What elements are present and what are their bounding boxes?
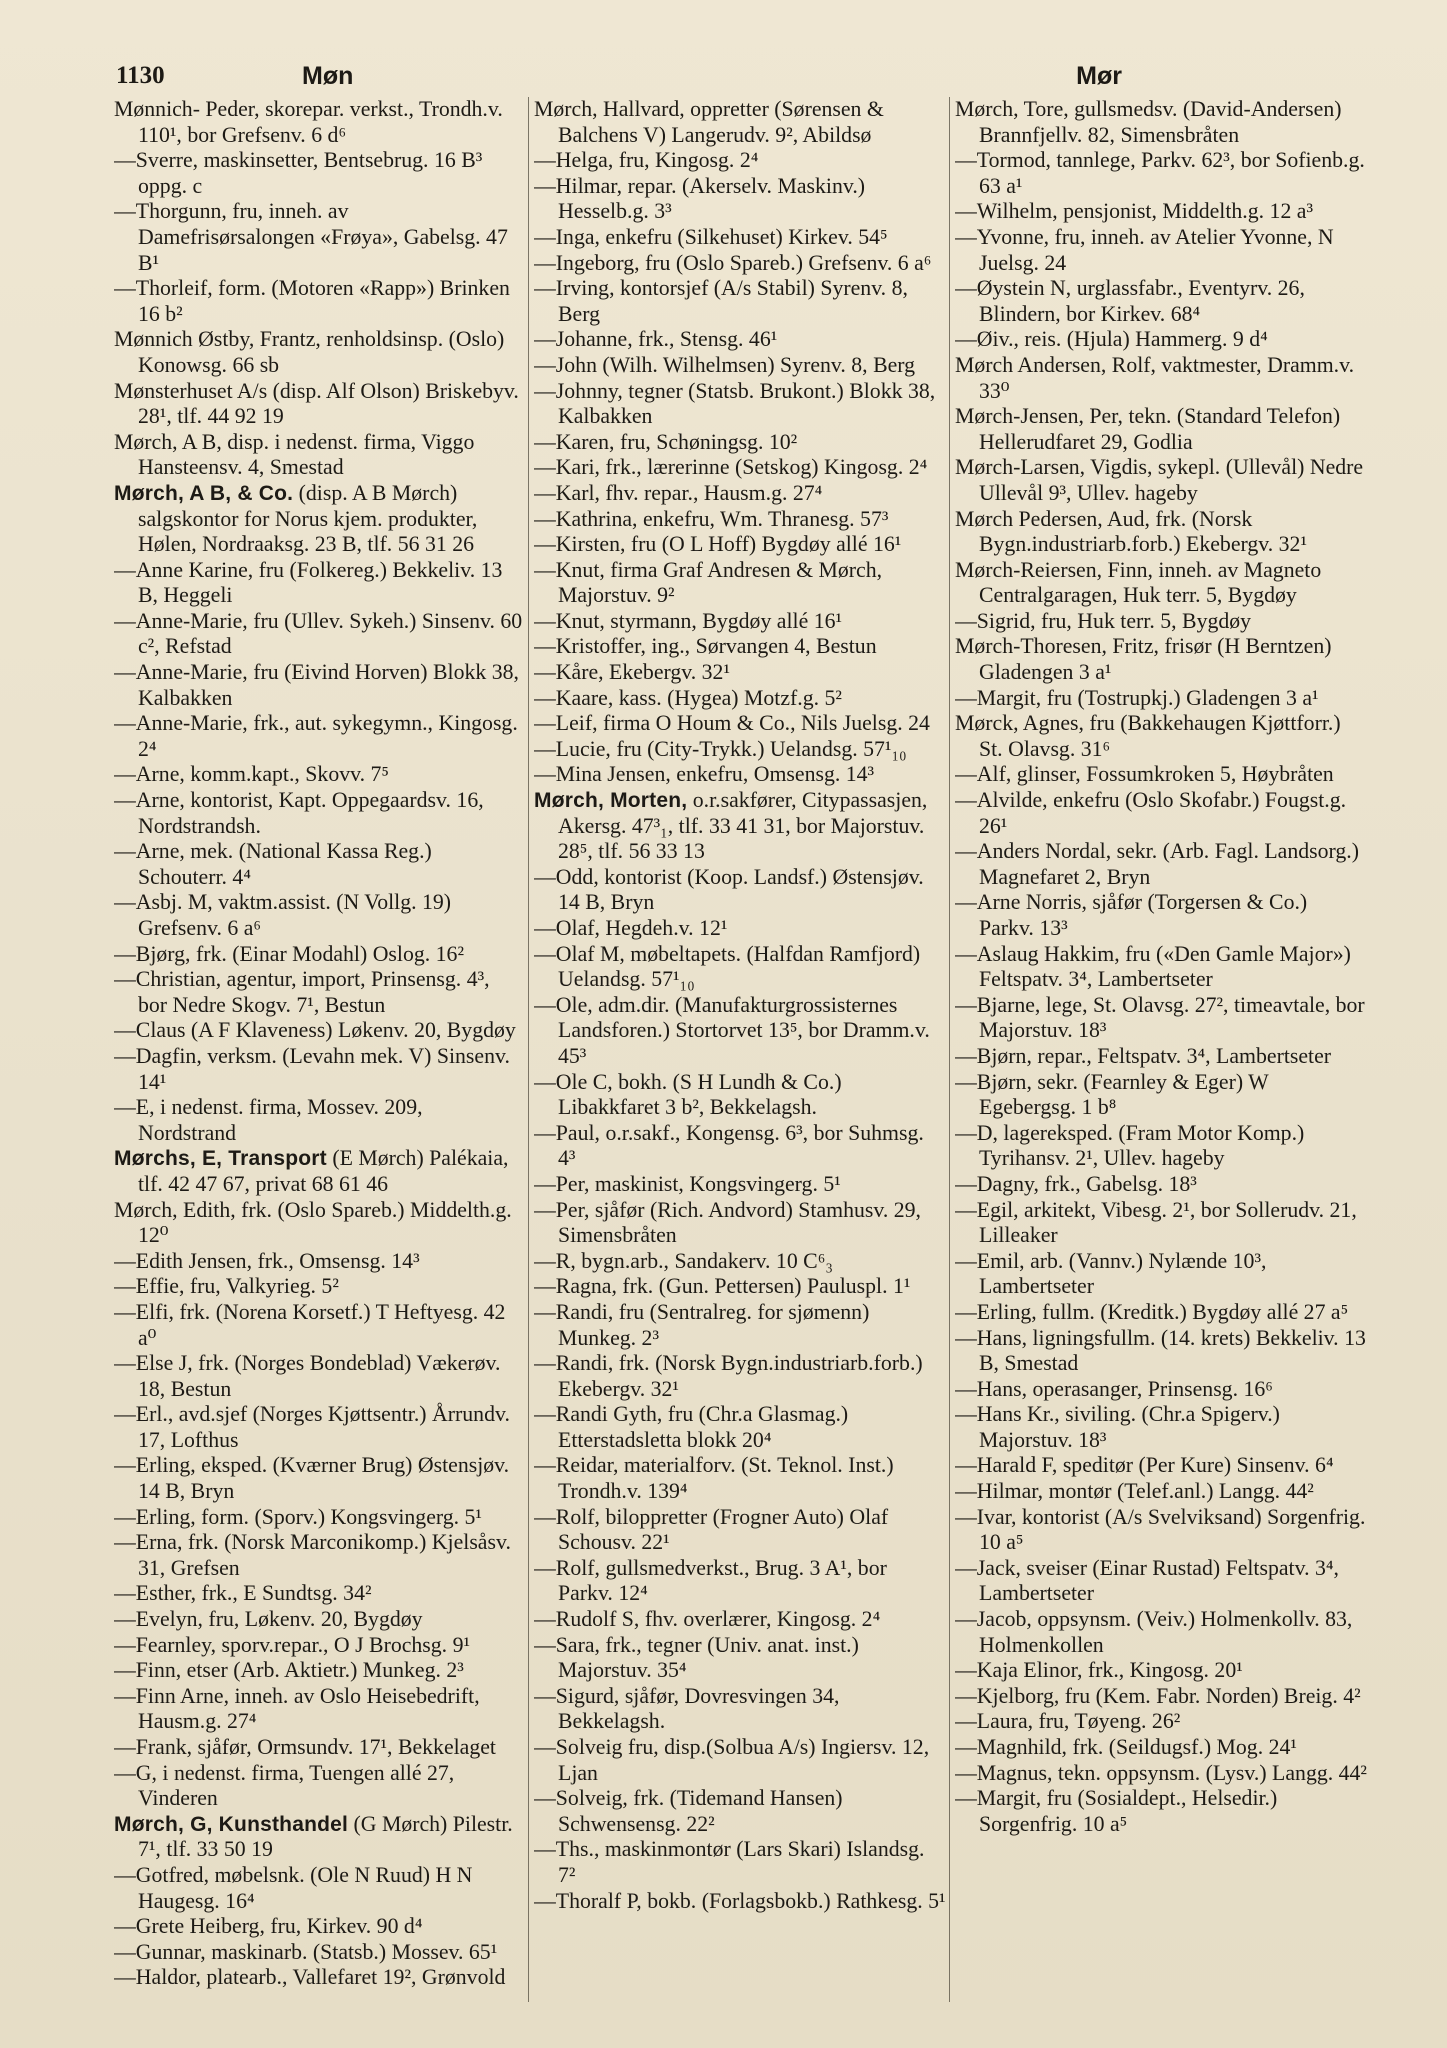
entry-text: —G, i nedenst. firma, Tuengen allé 27, Vinderen <box>114 1760 455 1811</box>
entry-text: —Olaf M, møbeltapets. (Halfdan Ramfjord) Uelandsg. 57¹₁₀ <box>534 941 921 992</box>
directory-entry <box>534 1121 946 1172</box>
directory-entry <box>114 97 523 148</box>
directory-entry <box>955 1786 1367 1837</box>
directory-entry <box>955 97 1367 148</box>
entry-text: —Laura, fru, Tøyeng. 26² <box>955 1709 1181 1734</box>
directory-entry <box>114 1249 523 1275</box>
directory-entry <box>534 686 946 712</box>
entry-text: —Arne, komm.kapt., Skovv. 7⁵ <box>114 762 389 787</box>
directory-entry <box>955 711 1367 762</box>
directory-entry <box>114 762 523 788</box>
column-2 <box>534 97 946 1997</box>
directory-entry <box>114 276 523 327</box>
directory-entry <box>955 1709 1367 1735</box>
directory-entry <box>114 839 523 890</box>
directory-entry <box>955 1453 1367 1479</box>
entry-heading: Mørch, G, Kunsthandel <box>114 1812 349 1836</box>
directory-entry <box>534 327 946 353</box>
directory-entry <box>114 1300 523 1351</box>
directory-entry <box>534 1837 946 1888</box>
entry-text: —Sara, frk., tegner (Univ. anat. inst.) Majorstuv. 35⁴ <box>534 1632 859 1683</box>
directory-entry <box>534 1633 946 1684</box>
directory-entry <box>955 455 1367 506</box>
entry-text: —Asbj. M, vaktm.assist. (N Vollg. 19) Grefsenv. 6 a⁶ <box>114 890 452 940</box>
directory-entry <box>114 1274 523 1300</box>
entry-text: —Else J, frk. (Norges Bondeblad) Vækerøv. 18, Bestun <box>114 1351 501 1401</box>
entry-text: —Knut, styrmann, Bygdøy allé 16¹ <box>534 608 843 633</box>
entry-text: —D, lagereksped. (Fram Motor Komp.) Tyrihansv. 2¹, Ullev. hageby <box>955 1120 1305 1171</box>
entry-text: —Lucie, fru (City-Trykk.) Uelandsg. 57¹₁₀ <box>534 736 907 761</box>
directory-entry <box>534 1607 946 1633</box>
directory-entry <box>534 1735 946 1786</box>
entry-text: —Paul, o.r.sakf., Kongensg. 6³, bor Suhmsg. 4³ <box>534 1120 924 1171</box>
entry-text: —Grete Heiberg, fru, Kirkev. 90 d⁴ <box>114 1914 423 1939</box>
directory-entry <box>114 1581 523 1607</box>
entry-text: —Christian, agentur, import, Prinsensg. 4³, bor Nedre Skogv. 7¹, Bestun <box>114 967 490 1017</box>
directory-entry <box>534 1505 946 1556</box>
directory-entry <box>955 686 1367 712</box>
directory-entry <box>534 1684 946 1735</box>
entry-text: —Øystein N, urglassfabr., Eventyrv. 26, Blindern, bor Kirkev. 68⁴ <box>955 276 1305 326</box>
entry-text: —Ole, adm.dir. (Manufakturgrossisternes Landsforen.) Stortorvet 13⁵, bor Dramm.v. 45³ <box>534 992 930 1068</box>
directory-entry <box>114 1863 523 1914</box>
entry-text: —Kristoffer, ing., Sørvangen 4, Bestun <box>534 634 877 659</box>
column-1 <box>114 97 523 1997</box>
entry-text: —Ivar, kontorist (A/s Svelviksand) Sorgenfrig. 10 a⁵ <box>955 1504 1366 1555</box>
entry-text: —Hilmar, repar. (Akerselv. Maskinv.) Hesselb.g. 3³ <box>534 173 866 224</box>
entry-text: Mønnich- Peder, skorepar. verkst., Trondh.v. 110¹, bor Grefsenv. 6 d⁶ <box>114 97 503 147</box>
entry-text: —Sigrid, fru, Huk terr. 5, Bygdøy <box>955 608 1252 633</box>
entry-text: —Rolf, gullsmedverkst., Brug. 3 A¹, bor Parkv. 12⁴ <box>534 1555 887 1606</box>
directory-entry <box>955 199 1367 225</box>
entry-text: —Margit, fru (Sosialdept., Helsedir.) Sorgenfrig. 10 a⁵ <box>955 1786 1278 1836</box>
directory-entry <box>534 353 946 379</box>
directory-entry <box>114 1684 523 1735</box>
directory-entry <box>114 327 523 378</box>
directory-entry <box>955 276 1367 327</box>
directory-entry <box>955 762 1367 788</box>
directory-entry <box>534 455 946 481</box>
directory-entry <box>534 1249 946 1275</box>
entry-text: —Erling, fullm. (Kreditk.) Bygdøy allé 27 a⁵ <box>955 1299 1349 1324</box>
directory-entry <box>955 1735 1367 1761</box>
entry-text: —Per, maskinist, Kongsvingerg. 5¹ <box>534 1171 841 1196</box>
directory-entry <box>114 609 523 660</box>
directory-entry <box>955 1402 1367 1453</box>
directory-entry <box>955 993 1367 1044</box>
entry-text: —Helga, fru, Kingosg. 2⁴ <box>534 148 759 173</box>
directory-entry <box>955 788 1367 839</box>
entry-text: —Anne Karine, fru (Folkereg.) Bekkeliv. 13 B, Heggeli <box>114 557 503 608</box>
directory-entry <box>114 1965 523 1991</box>
entry-text: —Arne Norris, sjåfør (Torgersen & Co.) Parkv. 13³ <box>955 890 1308 940</box>
directory-entry <box>955 1505 1367 1556</box>
directory-entry <box>114 1505 523 1531</box>
directory-entry <box>955 1172 1367 1198</box>
directory-entry <box>114 1018 523 1044</box>
entry-text: —Ole C, bokh. (S H Lundh & Co.) Libakkfaret 3 b², Bekkelagsh. <box>534 1069 842 1120</box>
entry-text: —Hans Kr., siviling. (Chr.a Spigerv.) Majorstuv. 18³ <box>955 1402 1280 1452</box>
entry-text: Mørch-Jensen, Per, tekn. (Standard Telefon) Hellerudfaret 29, Godlia <box>955 404 1341 454</box>
directory-entry <box>955 1300 1367 1326</box>
entry-text: Mørch-Reiersen, Finn, inneh. av Magneto Centralgaragen, Huk terr. 5, Bygdøy <box>955 557 1322 608</box>
entry-text: —Hans, operasanger, Prinsensg. 16⁶ <box>955 1376 1273 1401</box>
entry-text: Mønnich Østby, Frantz, renholdsinsp. (Oslo) Konowsg. 66 sb <box>114 327 505 377</box>
column-3 <box>955 97 1367 1997</box>
entry-text: —Kirsten, fru (O L Hoff) Bygdøy allé 16¹ <box>534 532 902 557</box>
entry-text: —Anne-Marie, fru (Ullev. Sykeh.) Sinsenv. 60 c², Refstad <box>114 608 523 659</box>
directory-entry <box>114 1095 523 1146</box>
directory-entry <box>114 1146 523 1197</box>
entry-text: (disp. A B Mørch) salgskontor for Norus kjem. produkter, Hølen, Nordraaksg. 23 B, tlf. 56 31 26 <box>138 480 478 557</box>
entry-text: —E, i nedenst. firma, Mossev. 209, Nordstrand <box>114 1095 423 1145</box>
directory-entry <box>534 532 946 558</box>
directory-entry <box>534 1351 946 1402</box>
directory-entry <box>955 1070 1367 1121</box>
entry-text: —Thorgunn, fru, inneh. av Damefrisørsalongen «Frøya», Gabelsg. 47 B¹ <box>114 199 508 275</box>
entry-text: —Solveig, frk. (Tidemand Hansen) Schwensensg. 22² <box>534 1786 843 1836</box>
directory-entry <box>534 1889 946 1915</box>
directory-entry <box>955 404 1367 455</box>
entry-text: —Mina Jensen, enkefru, Omsensg. 14³ <box>534 762 875 787</box>
entry-text: —Egil, arkitekt, Vibesg. 2¹, bor Sollerudv. 21, Lilleaker <box>955 1197 1357 1248</box>
entry-heading: Mørch, A B, & Co. <box>114 481 294 505</box>
directory-entry <box>955 1044 1367 1070</box>
directory-entry <box>114 1633 523 1659</box>
directory-entry <box>955 148 1367 199</box>
directory-entry <box>114 1914 523 1940</box>
entry-text: —Aslaug Hakkim, fru («Den Gamle Major») Feltspatv. 3⁴, Lambertseter <box>955 941 1351 992</box>
column-divider <box>528 97 529 2002</box>
entry-text: Mørch-Larsen, Vigdis, sykepl. (Ullevål) Nedre Ullevål 9³, Ullev. hageby <box>955 455 1364 505</box>
entry-text: —Frank, sjåfør, Ormsundv. 17¹, Bekkelaget <box>114 1735 496 1759</box>
entry-text: —Randi, frk. (Norsk Bygn.industriarb.forb.) Ekebergv. 32¹ <box>534 1351 923 1401</box>
entry-text: —Fearnley, sporv.repar., O J Brochsg. 9¹ <box>114 1632 471 1657</box>
directory-entry <box>534 558 946 609</box>
entry-text: —Finn, etser (Arb. Aktietr.) Munkeg. 2³ <box>114 1658 464 1683</box>
entry-text: —Solveig fru, disp.(Solbua A/s) Ingiersv. 12, Ljan <box>534 1735 930 1785</box>
entry-text: —Ragna, frk. (Gun. Pettersen) Pauluspl. 1¹ <box>534 1274 911 1299</box>
directory-entry <box>534 634 946 660</box>
entry-text: —Kaja Elinor, frk., Kingosg. 20¹ <box>955 1658 1243 1683</box>
entry-text: —Olaf, Hegdeh.v. 12¹ <box>534 916 728 940</box>
entry-text: —R, bygn.arb., Sandakerv. 10 C⁶₃ <box>534 1248 833 1273</box>
directory-entry <box>955 558 1367 609</box>
entry-text: —Wilhelm, pensjonist, Middelth.g. 12 a³ <box>955 199 1314 224</box>
directory-entry <box>955 1249 1367 1300</box>
directory-entry <box>955 1377 1367 1403</box>
directory-entry <box>955 839 1367 890</box>
entry-text: —Thorleif, form. (Motoren «Rapp») Brinken 16 b² <box>114 276 510 326</box>
directory-entry <box>955 1684 1367 1710</box>
entry-text: —Elfi, frk. (Norena Korsetf.) T Heftyesg. 42 a⁰ <box>114 1299 506 1350</box>
entry-text: —Tormod, tannlege, Parkv. 62³, bor Sofienb.g. 63 a¹ <box>955 148 1365 198</box>
entry-text: —Yvonne, fru, inneh. av Atelier Yvonne, N Juelsg. 24 <box>955 224 1334 275</box>
directory-entry <box>955 1658 1367 1684</box>
entry-text: —Gunnar, maskinarb. (Statsb.) Mossev. 65¹ <box>114 1939 498 1964</box>
directory-entry <box>534 507 946 533</box>
directory-entry <box>114 788 523 839</box>
directory-entry <box>114 1453 523 1504</box>
directory-entry <box>114 1530 523 1581</box>
entry-text: —Claus (A F Klaveness) Løkenv. 20, Bygdøy <box>114 1018 516 1043</box>
directory-entry <box>534 788 946 865</box>
entry-text: —Leif, firma O Houm & Co., Nils Juelsg. 24 <box>534 711 930 736</box>
directory-entry <box>534 1453 946 1504</box>
entry-text: —Edith Jensen, frk., Omsensg. 14³ <box>114 1248 420 1273</box>
entry-heading: Mørchs, E, Transport <box>114 1147 327 1171</box>
directory-entry <box>534 711 946 737</box>
directory-entry <box>955 225 1367 276</box>
entry-text: —Alf, glinser, Fossumkroken 5, Høybråten <box>955 762 1334 787</box>
entry-text: —Bjørn, sekr. (Fearnley & Eger) W Egebergsg. 1 b⁸ <box>955 1069 1269 1120</box>
entry-text: —Arne, kontorist, Kapt. Oppegaardsv. 16, Nordstrandsh. <box>114 788 484 838</box>
directory-entry <box>955 327 1367 353</box>
directory-entry <box>114 1402 523 1453</box>
directory-entry <box>955 1479 1367 1505</box>
entry-text: —Rudolf S, fhv. overlærer, Kingosg. 2⁴ <box>534 1607 881 1632</box>
entry-text: —Hilmar, montør (Telef.anl.) Langg. 44² <box>955 1479 1314 1504</box>
entry-text: —Haldor, platearb., Vallefaret 19², Grønvold <box>114 1965 506 1990</box>
entry-text: —Evelyn, fru, Løkenv. 20, Bygdøy <box>114 1607 423 1632</box>
entry-text: Mønsterhuset A/s (disp. Alf Olson) Briskebyv. 28¹, tlf. 44 92 19 <box>114 378 519 429</box>
directory-entry <box>534 276 946 327</box>
directory-entry <box>955 1121 1367 1172</box>
entry-text: —Effie, fru, Valkyrieg. 5² <box>114 1274 339 1299</box>
directory-entry <box>534 1070 946 1121</box>
directory-entry <box>114 890 523 941</box>
entry-text: —Inga, enkefru (Silkehuset) Kirkev. 54⁵ <box>534 224 888 249</box>
entry-text: —Reidar, materialforv. (St. Teknol. Inst.) Trondh.v. 139⁴ <box>534 1453 894 1504</box>
entry-text: —Sigurd, sjåfør, Dovresvingen 34, Bekkelagsh. <box>534 1683 840 1734</box>
page-header <box>112 58 1372 94</box>
directory-entry <box>534 225 946 251</box>
entry-text: —Emil, arb. (Vannv.) Nylænde 10³, Lambertseter <box>955 1248 1267 1299</box>
directory-entry <box>534 609 946 635</box>
directory-entry <box>534 1198 946 1249</box>
directory-entry <box>114 967 523 1018</box>
directory-entry <box>955 353 1367 404</box>
directory-entry <box>955 942 1367 993</box>
directory-entry <box>534 174 946 225</box>
entry-text: —Erl., avd.sjef (Norges Kjøttsentr.) Årrundv. 17, Lofthus <box>114 1402 510 1452</box>
entry-text: —Johnny, tegner (Statsb. Brukont.) Blokk 38, Kalbakken <box>534 378 936 429</box>
directory-entry <box>534 1172 946 1198</box>
directory-entry <box>114 1735 523 1761</box>
directory-entry <box>534 148 946 174</box>
entry-text: —Harald F, speditør (Per Kure) Sinsenv. 6⁴ <box>955 1453 1334 1478</box>
directory-entry <box>534 942 946 993</box>
entry-text: Mørck, Agnes, fru (Bakkehaugen Kjøttforr.) St. Olavsg. 31⁶ <box>955 711 1341 761</box>
directory-entry <box>534 430 946 456</box>
directory-entry <box>534 97 946 148</box>
entry-text: —Bjørg, frk. (Einar Modahl) Oslog. 16² <box>114 941 464 966</box>
entry-text: —Alvilde, enkefru (Oslo Skofabr.) Fougst.g. 26¹ <box>955 788 1347 838</box>
directory-entry <box>114 942 523 968</box>
directory-entry <box>534 1300 946 1351</box>
entry-text: —Ingeborg, fru (Oslo Spareb.) Grefsenv. 6 a⁶ <box>534 250 932 275</box>
directory-entry <box>955 1761 1367 1787</box>
entry-text: —Randi Gyth, fru (Chr.a Glasmag.) Etterstadsletta blokk 20⁴ <box>534 1402 849 1452</box>
entry-text: —Margit, fru (Tostrupkj.) Gladengen 3 a¹ <box>955 685 1319 710</box>
directory-entry <box>114 199 523 276</box>
directory-entry <box>114 379 523 430</box>
entry-text: —Jacob, oppsynsm. (Veiv.) Holmenkollv. 83, Holmenkollen <box>955 1607 1353 1657</box>
entry-text: Mørch, Hallvard, oppretter (Sørensen & Balchens V) Langerudv. 9², Abildsø <box>534 97 884 147</box>
entry-text: —Karen, fru, Schøningsg. 10² <box>534 429 798 454</box>
directory-entry <box>114 1198 523 1249</box>
directory-entry <box>534 1274 946 1300</box>
entry-text: Mørch, A B, disp. i nedenst. firma, Viggo Hansteensv. 4, Smestad <box>114 429 475 480</box>
directory-entry <box>114 148 523 199</box>
directory-entry <box>114 660 523 711</box>
directory-entry <box>114 1658 523 1684</box>
entry-text: —Odd, kontorist (Koop. Landsf.) Østensjøv. 14 B, Bryn <box>534 864 924 915</box>
entry-text: —Dagfin, verksm. (Levahn mek. V) Sinsenv. 14¹ <box>114 1043 510 1094</box>
entry-text: —Karl, fhv. repar., Hausm.g. 27⁴ <box>534 480 823 505</box>
entry-text: —Irving, kontorsjef (A/s Stabil) Syrenv. 8, Berg <box>534 276 908 326</box>
directory-entry <box>114 430 523 481</box>
directory-entry <box>114 558 523 609</box>
directory-entry <box>955 1198 1367 1249</box>
entry-text: —Kathrina, enkefru, Wm. Thranesg. 57³ <box>534 506 889 531</box>
entry-text: —Ths., maskinmontør (Lars Skari) Islandsg. 7² <box>534 1837 925 1887</box>
directory-entry <box>114 711 523 762</box>
directory-entry <box>114 1761 523 1812</box>
directory-entry <box>955 1556 1367 1607</box>
directory-entry <box>114 1607 523 1633</box>
entry-text: —Kjelborg, fru (Kem. Fabr. Norden) Breig. 4² <box>955 1683 1361 1708</box>
directory-entry <box>534 1402 946 1453</box>
entry-text: Mørch-Thoresen, Fritz, frisør (H Berntzen) Gladengen 3 a¹ <box>955 634 1332 685</box>
entry-text: —Randi, fru (Sentralreg. for sjømenn) Munkeg. 2³ <box>534 1299 870 1350</box>
entry-text: —Bjørn, repar., Feltspatv. 3⁴, Lambertseter <box>955 1043 1332 1068</box>
entry-text: —Øiv., reis. (Hjula) Hammerg. 9 d⁴ <box>955 327 1268 352</box>
entry-text: —Magnus, tekn. oppsynsm. (Lysv.) Langg. 44² <box>955 1760 1367 1785</box>
directory-entry <box>955 1607 1367 1658</box>
directory-entry <box>534 251 946 277</box>
directory-entry <box>534 993 946 1070</box>
entry-text: —Anne-Marie, fru (Eivind Horven) Blokk 38, Kalbakken <box>114 660 519 710</box>
entry-text: —Johanne, frk., Stensg. 46¹ <box>534 327 778 352</box>
entry-text: —Anne-Marie, frk., aut. sykegymn., Kingosg. 2⁴ <box>114 711 518 761</box>
directory-entry <box>114 1940 523 1966</box>
entry-heading: Mørch, Morten, <box>534 789 688 813</box>
entry-text: —Erna, frk. (Norsk Marconikomp.) Kjelsåsv. 31, Grefsen <box>114 1530 511 1580</box>
entry-text: —Rolf, biloppretter (Frogner Auto) Olaf Schousv. 22¹ <box>534 1504 889 1555</box>
entry-text: (E Mørch) Palékaia, tlf. 42 47 67, privat 68 61 46 <box>138 1146 509 1196</box>
directory-entry <box>955 890 1367 941</box>
directory-entry <box>955 634 1367 685</box>
entry-text: —Jack, sveiser (Einar Rustad) Feltspatv. 3⁴, Lambertseter <box>955 1555 1339 1606</box>
entry-text: Mørch, Edith, frk. (Oslo Spareb.) Middelth.g. 12⁰ <box>114 1197 512 1248</box>
entry-text: Mørch, Tore, gullsmedsv. (David-Andersen) Brannfjellv. 82, Simensbråten <box>955 97 1342 147</box>
directory-entry <box>534 1786 946 1837</box>
entry-text: —Per, sjåfør (Rich. Andvord) Stamhusv. 29, Simensbråten <box>534 1197 921 1248</box>
column-divider <box>949 97 950 2002</box>
entry-text: —Gotfred, møbelsnk. (Ole N Ruud) H N Haugesg. 16⁴ <box>114 1862 473 1913</box>
entry-text: —Anders Nordal, sekr. (Arb. Fagl. Landsorg.) Magnefaret 2, Bryn <box>955 839 1359 889</box>
directory-entry <box>534 379 946 430</box>
directory-entry <box>534 916 946 942</box>
directory-entry <box>955 1326 1367 1377</box>
directory-entry <box>955 609 1367 635</box>
entry-text: —Kaare, kass. (Hygea) Motzf.g. 5² <box>534 685 842 710</box>
entry-text: —Hans, ligningsfullm. (14. krets) Bekkeliv. 13 B, Smestad <box>955 1325 1366 1376</box>
right-guide-word: Mør <box>1076 62 1122 90</box>
entry-text: —Magnhild, frk. (Seildugsf.) Mog. 24¹ <box>955 1735 1297 1759</box>
entry-text: —Esther, frk., E Sundtsg. 34² <box>114 1581 372 1606</box>
entry-text: —Erling, eksped. (Kværner Brug) Østensjøv. 14 B, Bryn <box>114 1453 510 1504</box>
entry-text: —Sverre, maskinsetter, Bentsebrug. 16 B³ oppg. c <box>114 148 483 198</box>
entry-text: Mørch Andersen, Rolf, vaktmester, Dramm.v. 33⁰ <box>955 352 1355 403</box>
directory-entry <box>534 1556 946 1607</box>
directory-entry <box>955 507 1367 558</box>
entry-text: —John (Wilh. Wilhelmsen) Syrenv. 8, Berg <box>534 352 916 377</box>
entry-text: —Finn Arne, inneh. av Oslo Heisebedrift, Hausm.g. 27⁴ <box>114 1683 480 1734</box>
directory-entry <box>534 865 946 916</box>
directory-entry <box>114 1351 523 1402</box>
directory-entry <box>534 737 946 763</box>
entry-text: —Dagny, frk., Gabelsg. 18³ <box>955 1171 1197 1196</box>
entry-text: —Arne, mek. (National Kassa Reg.) Schouterr. 4⁴ <box>114 839 432 889</box>
directory-entry <box>114 481 523 558</box>
entry-text: o.r.sakfører, Citypassasjen, Akersg. 47³₁, tlf. 33 41 31, bor Majorstuv. 28⁵, tlf. 56 33 13 <box>558 788 928 864</box>
directory-entry <box>534 762 946 788</box>
entry-text: —Bjarne, lege, St. Olavsg. 27², timeavtale, bor Majorstuv. 18³ <box>955 992 1365 1043</box>
entry-text: (G Mørch) Pilestr. 7¹, tlf. 33 50 19 <box>138 1811 513 1862</box>
directory-entry <box>114 1812 523 1863</box>
left-guide-word: Møn <box>302 62 354 90</box>
entry-text: —Knut, firma Graf Andresen & Mørch, Majorstuv. 9² <box>534 557 883 608</box>
entry-text: —Thoralf P, bokb. (Forlagsbokb.) Rathkesg. 5¹ <box>534 1888 946 1913</box>
entry-text: —Erling, form. (Sporv.) Kongsvingerg. 5¹ <box>114 1504 482 1529</box>
directory-entry <box>534 481 946 507</box>
page-number: 1130 <box>116 62 165 89</box>
directory-entry <box>114 1044 523 1095</box>
entry-text: —Kari, frk., lærerinne (Setskog) Kingosg. 2⁴ <box>534 455 928 480</box>
entry-text: Mørch Pedersen, Aud, frk. (Norsk Bygn.industriarb.forb.) Ekebergv. 32¹ <box>955 506 1307 557</box>
entry-text: —Kåre, Ekebergv. 32¹ <box>534 660 730 685</box>
directory-entry <box>534 660 946 686</box>
